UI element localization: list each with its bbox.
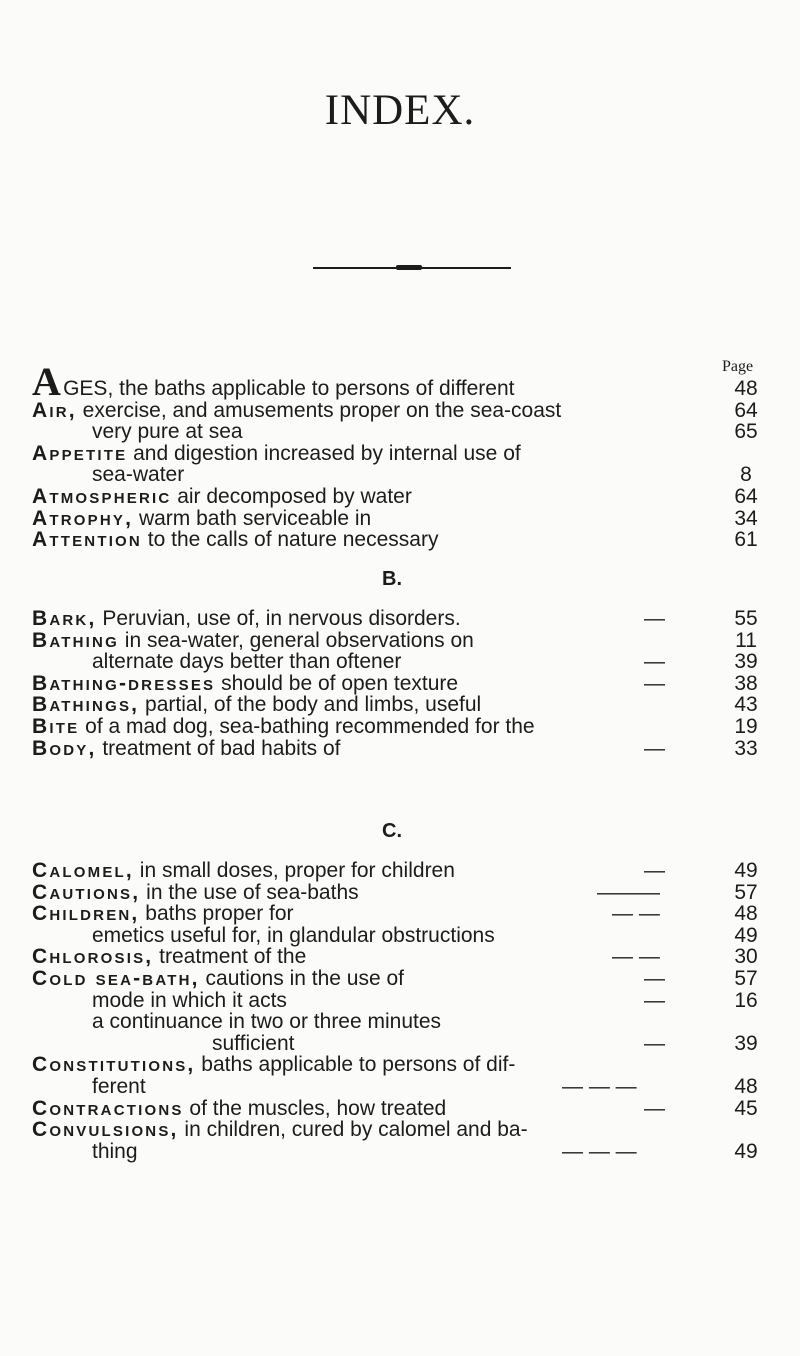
entry-text: baths proper for bbox=[139, 902, 294, 926]
index-entry bbox=[32, 1076, 770, 1098]
entry-text: partial, of the body and limbs, useful bbox=[139, 693, 482, 717]
entry-text: warm bath serviceable in bbox=[133, 506, 372, 530]
entry-text: ferent bbox=[92, 1074, 146, 1098]
section-letter-c: C. bbox=[382, 820, 402, 842]
entry-heading: Bathing bbox=[32, 628, 119, 652]
index-entry bbox=[32, 1141, 770, 1163]
page-number: 19 bbox=[734, 714, 758, 738]
leader-dashes: — bbox=[644, 607, 665, 630]
entry-text: exercise, and amusements proper on the sea-coast bbox=[76, 398, 562, 422]
page-number: 61 bbox=[734, 528, 758, 552]
index-entry bbox=[32, 630, 770, 652]
entry-heading: Contractions bbox=[32, 1096, 184, 1120]
entry-heading: Bathings, bbox=[32, 693, 140, 717]
index-entry bbox=[32, 990, 770, 1012]
leader-dashes: — bbox=[644, 859, 665, 882]
leader-dashes: — bbox=[644, 988, 665, 1012]
index-entry bbox=[32, 1011, 770, 1033]
index-entry bbox=[32, 1054, 770, 1076]
index-entry bbox=[32, 1033, 770, 1055]
index-entry bbox=[32, 529, 770, 551]
page-number: 65 bbox=[734, 420, 758, 444]
ornamental-rule-center bbox=[396, 265, 422, 270]
entry-heading: Cautions, bbox=[32, 880, 141, 904]
index-entry bbox=[32, 716, 770, 738]
index-entry bbox=[32, 443, 770, 465]
entry-text: in small doses, proper for children bbox=[133, 859, 455, 882]
entry-text: GES, the baths applicable to persons of different bbox=[63, 377, 515, 400]
page-number: 57 bbox=[734, 880, 758, 904]
entry-text: alternate days better than oftener bbox=[92, 650, 402, 674]
index-entry bbox=[32, 486, 770, 508]
index-entry bbox=[32, 400, 770, 422]
entry-text: in children, cured by calomel and ba- bbox=[178, 1118, 528, 1142]
entry-text: treatment of the bbox=[153, 945, 307, 969]
page-column-label: Page bbox=[722, 358, 754, 375]
page-number: 45 bbox=[734, 1096, 758, 1120]
index-entry bbox=[32, 1098, 770, 1120]
entry-heading: Atmospheric bbox=[32, 484, 172, 508]
leader-dashes: — bbox=[644, 966, 665, 990]
leader-dashes: ——— bbox=[597, 880, 660, 904]
page-number: 16 bbox=[734, 988, 758, 1012]
leader-dashes: — — — bbox=[562, 1139, 637, 1163]
leader-dashes: — bbox=[644, 1096, 665, 1120]
page-number: 49 bbox=[734, 1139, 758, 1163]
entry-heading: Bite bbox=[32, 714, 80, 738]
index-section-c bbox=[32, 860, 770, 1162]
index-section-b bbox=[32, 608, 770, 759]
page-title: INDEX. bbox=[324, 87, 476, 134]
section-letter-b: B. bbox=[382, 568, 402, 590]
index-entry bbox=[32, 968, 770, 990]
page-number: 8 bbox=[740, 463, 752, 487]
index-entry bbox=[32, 464, 770, 486]
index-entry bbox=[32, 1119, 770, 1141]
page-number: 11 bbox=[735, 628, 757, 652]
page-number: 39 bbox=[734, 650, 758, 674]
page-number: 49 bbox=[734, 923, 758, 947]
page-number: 55 bbox=[734, 607, 758, 630]
page-number: 48 bbox=[734, 377, 758, 400]
entry-heading: Children, bbox=[32, 902, 140, 926]
index-entry bbox=[32, 860, 770, 882]
entry-heading: Calomel, bbox=[32, 859, 134, 882]
entry-text: in sea-water, general observations on bbox=[118, 628, 474, 652]
page-number: 49 bbox=[734, 859, 758, 882]
index-entry bbox=[32, 694, 770, 716]
page-number: 57 bbox=[734, 966, 758, 990]
entry-text: in the use of sea-baths bbox=[140, 880, 359, 904]
leader-dashes: — — bbox=[612, 945, 660, 969]
entry-heading: Chlorosis, bbox=[32, 945, 154, 969]
index-entry bbox=[32, 946, 770, 968]
leader-dashes: — — — bbox=[562, 1074, 637, 1098]
index-entry bbox=[32, 903, 770, 925]
entry-heading: Constitutions, bbox=[32, 1053, 196, 1077]
entry-text: baths applicable to persons of dif- bbox=[195, 1053, 516, 1077]
page-number: 39 bbox=[734, 1031, 758, 1055]
entry-text: thing bbox=[92, 1139, 138, 1163]
entry-text: should be of open texture bbox=[215, 671, 459, 695]
page-number: 38 bbox=[734, 671, 758, 695]
index-entry bbox=[32, 421, 770, 443]
page-number: 30 bbox=[734, 945, 758, 969]
index-entry bbox=[32, 651, 770, 673]
entry-text: and digestion increased by internal use of bbox=[127, 441, 521, 465]
index-entry bbox=[32, 738, 770, 760]
entry-text: very pure at sea bbox=[92, 420, 243, 444]
entry-text: sea-water bbox=[92, 463, 185, 487]
page-number: 34 bbox=[734, 506, 758, 530]
index-entry bbox=[32, 608, 770, 630]
entry-text: emetics useful for, in glandular obstructions bbox=[92, 923, 495, 947]
entry-text: Peruvian, use of, in nervous disorders. bbox=[96, 607, 461, 630]
entry-heading: A bbox=[32, 359, 64, 404]
entry-text: air decomposed by water bbox=[171, 484, 412, 508]
entry-heading: Bark, bbox=[32, 607, 97, 630]
entry-heading: Appetite bbox=[32, 441, 128, 465]
leader-dashes: — — bbox=[612, 902, 660, 926]
index-entry bbox=[32, 882, 770, 904]
page-number: 64 bbox=[734, 484, 758, 508]
entry-heading: Body, bbox=[32, 736, 97, 760]
leader-dashes: — bbox=[644, 736, 665, 760]
entry-heading: Convulsions, bbox=[32, 1118, 179, 1142]
index-entry bbox=[32, 925, 770, 947]
entry-text: a continuance in two or three minutes bbox=[92, 1010, 442, 1034]
page-number: 48 bbox=[734, 1074, 758, 1098]
leader-dashes: — bbox=[644, 1031, 665, 1055]
entry-heading: Air, bbox=[32, 398, 77, 422]
entry-text: cautions in the use of bbox=[199, 966, 404, 990]
leader-dashes: — bbox=[644, 671, 665, 695]
leader-dashes: — bbox=[644, 650, 665, 674]
entry-text: mode in which it acts bbox=[92, 988, 287, 1012]
entry-heading: Attention bbox=[32, 528, 142, 552]
entry-heading: Atrophy, bbox=[32, 506, 134, 530]
entry-heading: Bathing-dresses bbox=[32, 671, 216, 695]
page-number: 33 bbox=[734, 736, 758, 760]
index-entry bbox=[32, 508, 770, 530]
page-number: 64 bbox=[734, 398, 758, 422]
entry-text: treatment of bad habits of bbox=[96, 736, 341, 760]
page-number: 43 bbox=[734, 693, 758, 717]
entry-text: of a mad dog, sea-bathing recommended for the bbox=[79, 714, 535, 738]
entry-heading: Cold sea-bath, bbox=[32, 966, 200, 990]
index-entry bbox=[32, 673, 770, 695]
entry-text: to the calls of nature necessary bbox=[141, 528, 439, 552]
page-number: 48 bbox=[734, 902, 758, 926]
entry-text: sufficient bbox=[212, 1031, 295, 1055]
entry-text: of the muscles, how treated bbox=[183, 1096, 447, 1120]
